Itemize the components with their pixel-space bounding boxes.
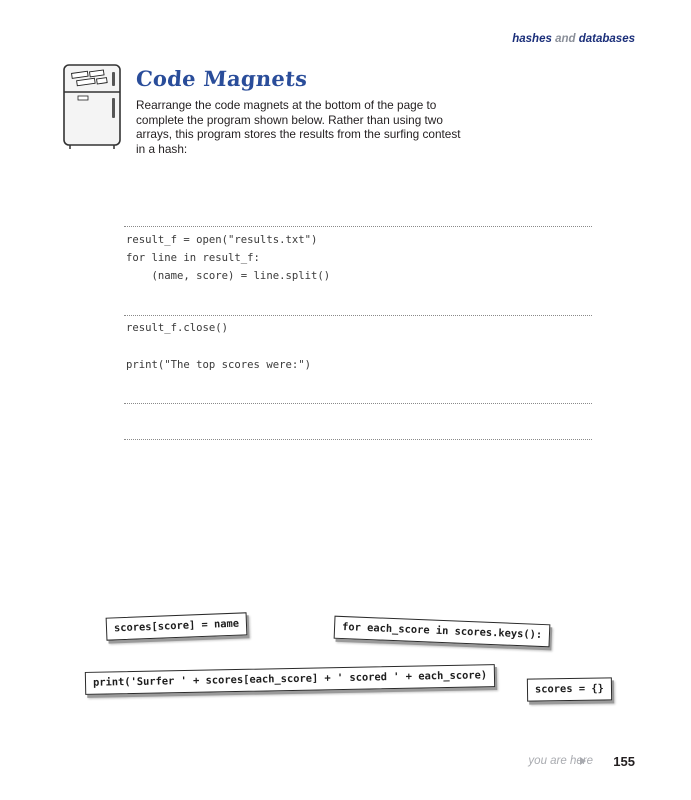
magnet-scores-empty-hash[interactable]: scores = {}: [527, 677, 612, 701]
header-hashes: hashes: [512, 33, 552, 45]
blank-line-2: [124, 315, 592, 316]
blank-line-4: [124, 439, 592, 440]
blank-line-3: [124, 403, 592, 404]
blank-line-1: [124, 226, 592, 227]
page-number: 155: [613, 754, 635, 769]
magnet-print-surfer[interactable]: print('Surfer ' + scores[each_score] + ' scored ' + each_score): [85, 664, 495, 695]
header-and: and: [555, 33, 576, 45]
code-line-open: result_f = open("results.txt"): [126, 234, 318, 246]
fridge-icon: [60, 62, 126, 150]
header-databases: databases: [578, 33, 635, 45]
running-header: [512, 33, 635, 45]
code-line-print: print("The top scores were:"): [126, 359, 311, 371]
magnet-scores-assign[interactable]: scores[score] = name: [106, 612, 248, 640]
magnet-for-each-score[interactable]: for each_score in scores.keys():: [334, 616, 551, 648]
code-line-split: (name, score) = line.split(): [126, 270, 331, 282]
code-line-close: result_f.close(): [126, 322, 229, 334]
footer-you-are-here: you are here: [528, 755, 593, 767]
code-line-for: for line in result_f:: [126, 252, 260, 264]
page-title: Code Magnets: [135, 66, 309, 91]
intro-paragraph: Rearrange the code magnets at the bottom of the page to complete the program shown below. Rather than using two arrays, this program stores the results from the surfing contest in a hash:: [136, 98, 461, 156]
footer-arrow-icon: [580, 757, 586, 765]
